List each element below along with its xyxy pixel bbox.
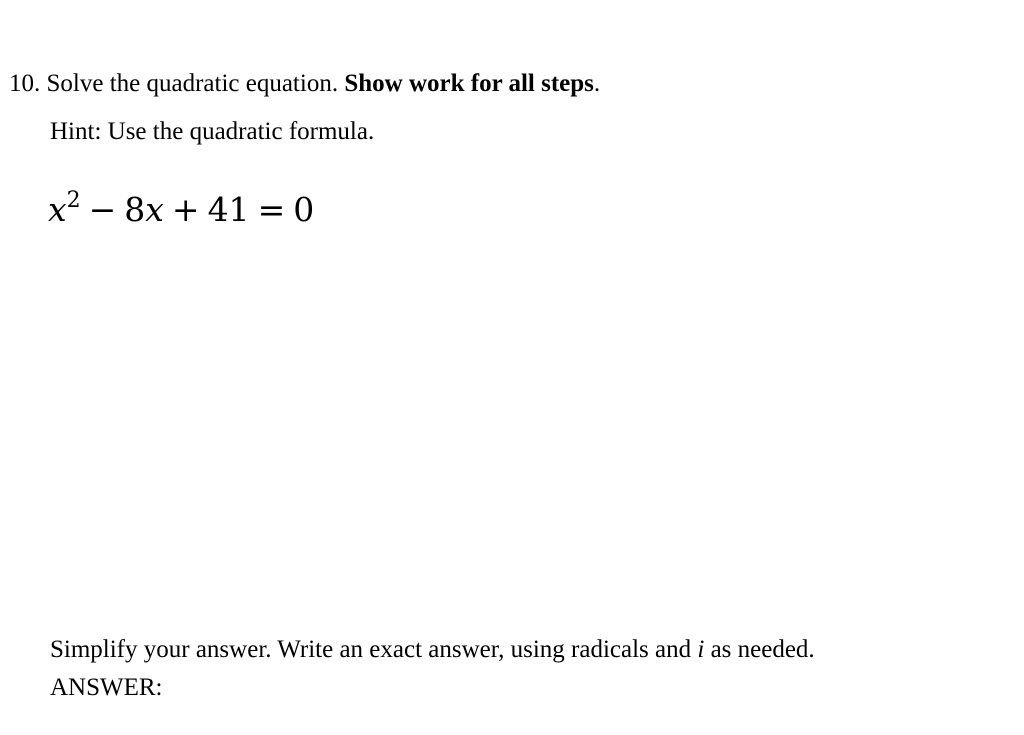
equation-variable-linear: x — [145, 190, 164, 229]
simplify-text-before: Simplify your answer. Write an exact answer, using radicals and — [50, 636, 692, 663]
equation-exponent: 2 — [66, 188, 81, 213]
answer-label: ANSWER: — [50, 674, 163, 701]
equation-minus: − — [88, 190, 117, 229]
simplify-instruction — [50, 635, 815, 665]
equation-variable: x — [48, 190, 67, 229]
simplify-text-after: as needed. — [710, 636, 815, 663]
quadratic-equation — [48, 190, 314, 230]
equation-rhs: 0 — [293, 190, 315, 229]
question-number: 10. — [9, 70, 41, 97]
question-emphasis: Show work for all steps — [344, 70, 594, 97]
question-end-period: . — [593, 70, 601, 97]
hint-text: Hint: Use the quadratic formula. — [50, 118, 375, 145]
equation-coefficient: 8 — [124, 190, 146, 229]
equation-equals: = — [257, 190, 286, 229]
equation-constant: 41 — [207, 190, 250, 229]
imaginary-unit: i — [697, 636, 705, 663]
question-instruction: Solve the quadratic equation. — [46, 70, 339, 97]
question-prompt — [9, 69, 600, 99]
equation-plus: + — [171, 190, 200, 229]
